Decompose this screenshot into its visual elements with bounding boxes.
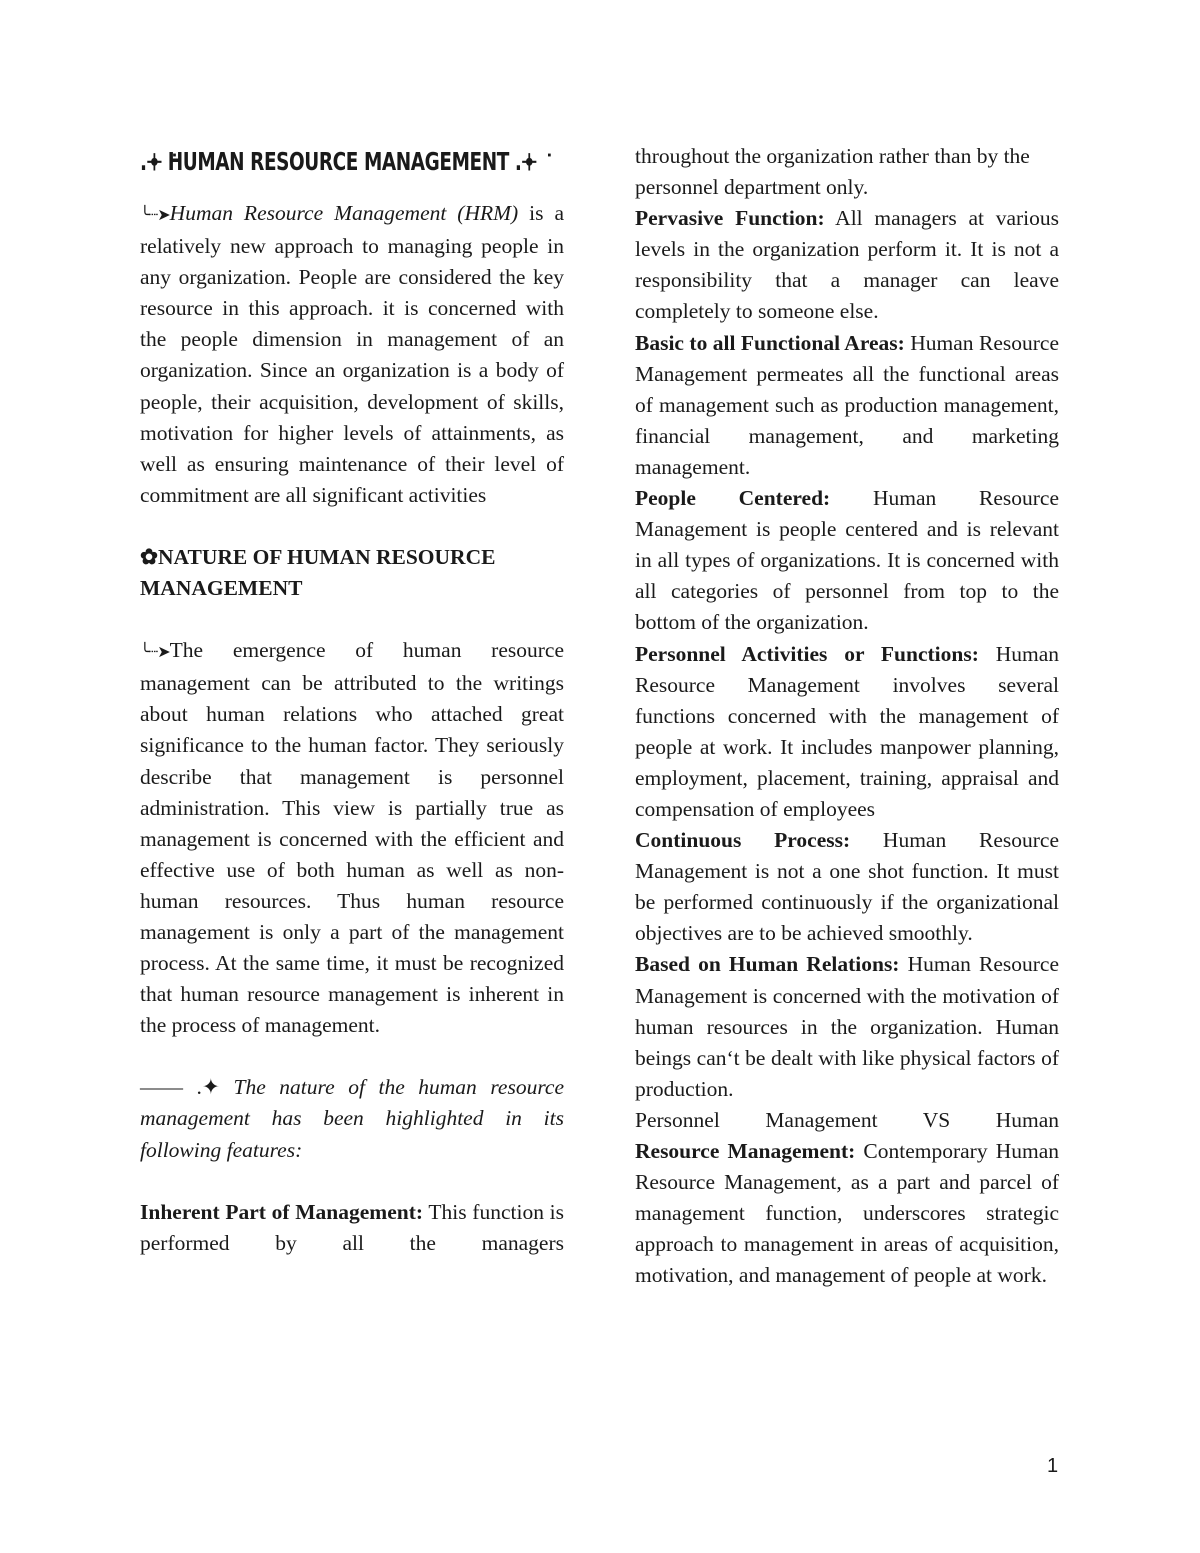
- inherent-continued: throughout the organization rather than by the personnel department only.: [635, 144, 1030, 200]
- document-title: .𖥔 ݁HUMAN RESOURCE MANAGEMENT .𖥔 ݁: [140, 147, 543, 176]
- feature-text: Human Resource Management permeates all the functional areas of management such as production management, financial management, and marketing management.: [635, 330, 1059, 479]
- feature-label: Pervasive Function:: [635, 206, 825, 231]
- left-column: [140, 140, 564, 1259]
- vs-text: Contemporary Human Resource Management, as a part and parcel of management function, underscores strategic approach to management in areas of acquisition, motivation, and management of people at work.: [635, 1139, 1059, 1288]
- feature-human-relations: [635, 949, 1059, 1104]
- intro-term: Human Resource Management (HRM): [169, 201, 519, 225]
- features-intro: [140, 1072, 564, 1165]
- page-number: 1: [1047, 1455, 1059, 1477]
- vs-label: Resource Management:: [635, 1139, 856, 1163]
- feature-inherent: [140, 1197, 564, 1259]
- nature-paragraph: [140, 635, 564, 1041]
- feature-label: Basic to all Functional Areas:: [635, 330, 905, 355]
- feature-personnel-activities: [635, 639, 1059, 826]
- feature-continuous-process: [635, 825, 1059, 949]
- feature-label: Continuous Process:: [635, 828, 851, 853]
- feature-basic: [635, 328, 1059, 483]
- feature-text: Human Resource Management is people centered and is relevant in all types of organizations. It is concerned with all categories of personnel from top to the bottom of the organization.: [635, 486, 1059, 635]
- feature-pervasive: [635, 203, 1059, 327]
- nature-text: The emergence of human resource management can be attributed to the writings about human relations who attached great significance to the human factor. They seriously describe that management is personnel administration. This view is partially true as management is concerned with the efficient and effective use of both human as well as non-human resources. Thus human resource management is only a part of the management process. At the same time, it must be recognized that human resource management is inherent in the process of management.: [140, 638, 564, 1038]
- intro-paragraph: [140, 198, 564, 511]
- feature-text: Human Resource Management involves several functions concerned with the management of people at work. It includes manpower planning, employment, placement, training, appraisal and compensation of employees: [635, 641, 1059, 821]
- feature-label: Personnel Activities or Functions:: [635, 641, 979, 666]
- feature-text: Human Resource Management is not a one shot function. It must be performed continuously if the organizational objectives are to be achieved smoothly.: [635, 828, 1059, 946]
- features-intro-text: The nature of the human resource management has been highlighted in its following features:: [140, 1075, 564, 1162]
- feature-label: Inherent Part of Management:: [140, 1199, 424, 1224]
- feature-text: Human Resource Management is concerned with the motivation of human resources in the organization. Human beings can‘t be dealt with like physical factors of production.: [635, 952, 1059, 1101]
- feature-text: This function is performed by all the managers: [140, 1199, 565, 1255]
- flower-icon: ✿: [140, 544, 159, 569]
- right-column: [635, 141, 1059, 1291]
- vs-line: Personnel Management VS Human: [635, 1107, 1059, 1132]
- sparkle-icon: —— .✦: [140, 1075, 220, 1100]
- nature-heading-text: NATURE OF HUMAN RESOURCE MANAGEMENT: [140, 544, 496, 601]
- feature-label: People Centered:: [635, 486, 831, 511]
- vs-paragraph: [635, 1136, 1059, 1291]
- feature-label: Based on Human Relations:: [635, 952, 900, 977]
- arrow-icon: ╰┈➤: [140, 207, 170, 224]
- intro-text: is a relatively new approach to managing people in any organization. People are considered the key resource in this approach. it is concerned with the people dimension in management of an organization. Since an organization is a body of people, their acquisition, development of skills, motivation for higher levels of attainments, as well as ensuring maintenance of their level of commitment are all significant activities: [140, 201, 564, 507]
- nature-heading: [140, 542, 564, 604]
- arrow-icon: ╰┈➤: [140, 644, 170, 662]
- feature-text: All managers at various levels in the organization perform it. It is not a responsibility that a manager can leave completely to someone else.: [635, 206, 1059, 324]
- feature-people-centered: [635, 483, 1059, 638]
